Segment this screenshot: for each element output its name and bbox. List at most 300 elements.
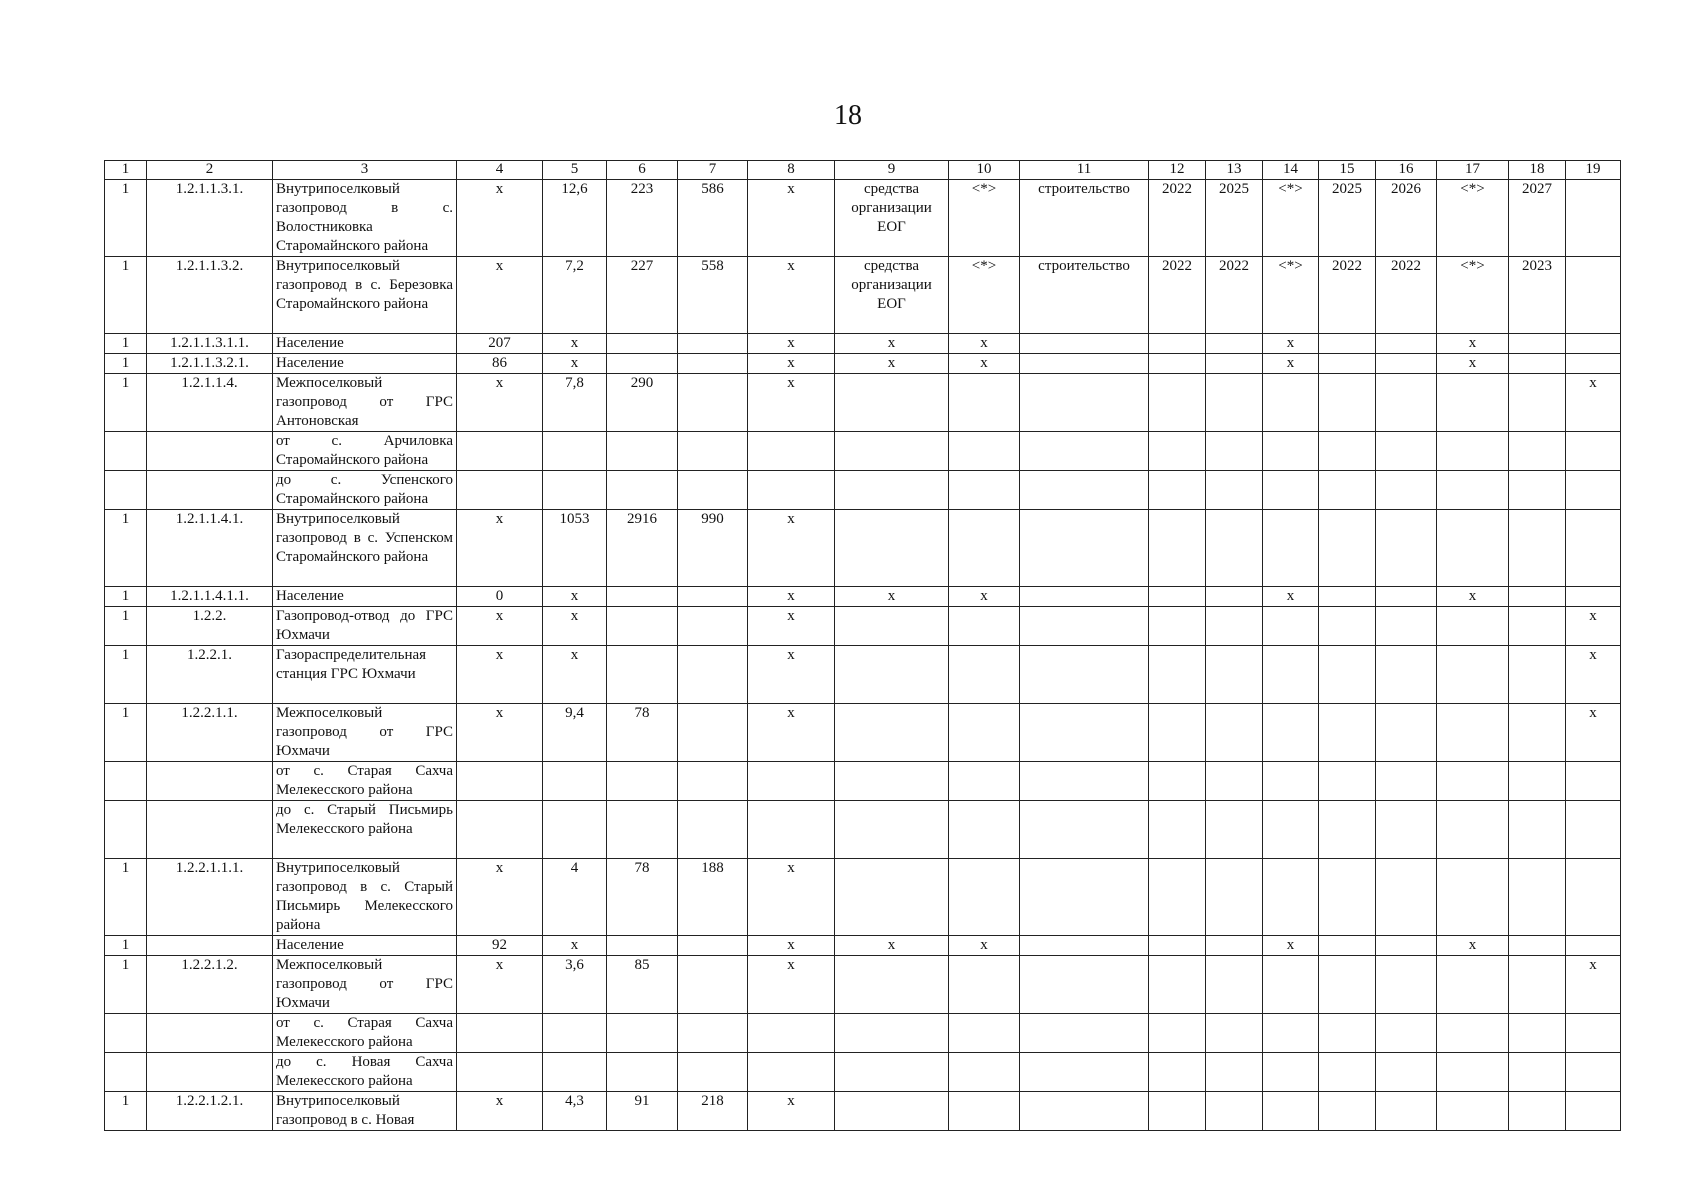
column-header: 18 [1509, 161, 1566, 180]
table-cell [1263, 510, 1319, 587]
table-cell [949, 762, 1020, 801]
table-cell [1263, 704, 1319, 762]
table-cell [949, 471, 1020, 510]
table-cell: х [748, 1092, 835, 1131]
table-cell: 1.2.2. [147, 607, 273, 646]
table-cell [543, 1014, 607, 1053]
table-cell: х [748, 354, 835, 374]
table-cell [1149, 704, 1206, 762]
table-row [105, 1014, 1621, 1053]
table-cell [1319, 936, 1376, 956]
table-cell [1206, 354, 1263, 374]
table-cell [1437, 704, 1509, 762]
table-cell [748, 801, 835, 859]
table-cell [607, 607, 678, 646]
table-cell: х [543, 587, 607, 607]
table-cell [1376, 956, 1437, 1014]
table-cell [1319, 704, 1376, 762]
table-cell [1566, 936, 1621, 956]
table-cell [1206, 471, 1263, 510]
table-cell: 2025 [1319, 180, 1376, 257]
table-cell [1376, 762, 1437, 801]
table-cell [949, 859, 1020, 936]
table-cell [607, 1053, 678, 1092]
table-cell: 1 [105, 936, 147, 956]
table-cell [1149, 1053, 1206, 1092]
table-cell [1319, 510, 1376, 587]
table-cell: 990 [678, 510, 748, 587]
table-cell [1437, 510, 1509, 587]
table-cell: 2023 [1509, 257, 1566, 334]
table-cell [1020, 646, 1149, 704]
table-cell: х [748, 587, 835, 607]
table-cell: строительство [1020, 257, 1149, 334]
table-cell: 1 [105, 354, 147, 374]
table-cell [949, 607, 1020, 646]
column-header: 19 [1566, 161, 1621, 180]
table-cell [1020, 334, 1149, 354]
table-cell [1566, 587, 1621, 607]
table-cell [1509, 432, 1566, 471]
page-number: 18 [834, 100, 862, 131]
table-cell: 223 [607, 180, 678, 257]
table-cell [1020, 1053, 1149, 1092]
table-cell: х [1566, 956, 1621, 1014]
table-cell: х [543, 334, 607, 354]
table-cell: х [748, 646, 835, 704]
table-cell [835, 646, 949, 704]
table-row [105, 1053, 1621, 1092]
table-cell: <*> [949, 257, 1020, 334]
table-cell [949, 374, 1020, 432]
table-cell: 1 [105, 704, 147, 762]
table-cell: х [835, 587, 949, 607]
table-cell [1376, 334, 1437, 354]
table-cell [835, 1053, 949, 1092]
table-cell [1263, 374, 1319, 432]
table-cell [1509, 510, 1566, 587]
table-cell: 1.2.1.1.4.1.1. [147, 587, 273, 607]
table-cell [835, 607, 949, 646]
table-cell: 2022 [1319, 257, 1376, 334]
table-cell: Население [273, 354, 457, 374]
table-cell [457, 762, 543, 801]
table-cell [1263, 1092, 1319, 1131]
table-cell: 1.2.1.1.4.1. [147, 510, 273, 587]
table-cell: 2022 [1206, 257, 1263, 334]
table-cell [1437, 432, 1509, 471]
table-cell [835, 956, 949, 1014]
table-cell [1149, 1014, 1206, 1053]
table-cell [607, 936, 678, 956]
table-cell: х [457, 607, 543, 646]
table-cell: х [457, 510, 543, 587]
table-cell [678, 762, 748, 801]
table-cell [1206, 334, 1263, 354]
table-cell: х [1437, 354, 1509, 374]
table-cell: от с. Старая Сахча Мелекесского района [273, 762, 457, 801]
table-cell [835, 859, 949, 936]
table-cell: х [748, 607, 835, 646]
table-cell [835, 1092, 949, 1131]
table-cell: 3,6 [543, 956, 607, 1014]
table-cell: х [835, 354, 949, 374]
table-cell [1376, 432, 1437, 471]
table-cell [105, 432, 147, 471]
table-cell: х [949, 936, 1020, 956]
table-cell [1509, 956, 1566, 1014]
table-cell [678, 432, 748, 471]
table-cell [748, 1053, 835, 1092]
table-cell: х [1263, 334, 1319, 354]
table-cell [1020, 859, 1149, 936]
table-cell [457, 1053, 543, 1092]
table-cell [1020, 936, 1149, 956]
table-cell [1319, 1092, 1376, 1131]
table-cell [1206, 1053, 1263, 1092]
table-cell [1319, 354, 1376, 374]
table-cell [1509, 646, 1566, 704]
table-cell: х [748, 704, 835, 762]
table-cell [835, 471, 949, 510]
table-cell [1566, 1053, 1621, 1092]
table-cell [1020, 471, 1149, 510]
table-cell [1319, 956, 1376, 1014]
table-cell [1149, 471, 1206, 510]
table-row [105, 859, 1621, 936]
table-cell [1149, 762, 1206, 801]
table-cell: 2027 [1509, 180, 1566, 257]
table-cell [105, 801, 147, 859]
table-cell [678, 334, 748, 354]
table-cell: 1.2.1.1.3.2. [147, 257, 273, 334]
table-cell: 7,8 [543, 374, 607, 432]
table-cell [1206, 607, 1263, 646]
table-cell: 2026 [1376, 180, 1437, 257]
table-cell [105, 1014, 147, 1053]
table-cell: 4 [543, 859, 607, 936]
table-cell: Межпоселковый газопровод от ГРС Юхмачи [273, 956, 457, 1014]
table-cell [678, 354, 748, 374]
table-cell [949, 1053, 1020, 1092]
table-cell [678, 646, 748, 704]
table-cell [678, 801, 748, 859]
table-cell [1149, 956, 1206, 1014]
table-cell [1566, 180, 1621, 257]
table-cell [147, 762, 273, 801]
table-cell: 227 [607, 257, 678, 334]
column-header: 8 [748, 161, 835, 180]
table-cell [1020, 587, 1149, 607]
table-cell [1437, 646, 1509, 704]
table-cell [1263, 432, 1319, 471]
table-cell [607, 334, 678, 354]
table-cell [1566, 801, 1621, 859]
table-cell [1437, 471, 1509, 510]
table-cell [1509, 1092, 1566, 1131]
table-cell [678, 1053, 748, 1092]
table-cell [1376, 936, 1437, 956]
table-cell: х [1437, 587, 1509, 607]
table-cell [543, 801, 607, 859]
table-cell: 91 [607, 1092, 678, 1131]
column-header: 15 [1319, 161, 1376, 180]
table-cell: 1 [105, 257, 147, 334]
table-cell: х [748, 257, 835, 334]
table-cell [1566, 471, 1621, 510]
table-cell: х [457, 257, 543, 334]
data-table [104, 160, 1621, 1131]
table-row [105, 587, 1621, 607]
table-cell [678, 704, 748, 762]
table-cell: 1 [105, 956, 147, 1014]
table-cell [1206, 936, 1263, 956]
table-cell: 1.2.1.1.3.1. [147, 180, 273, 257]
table-cell [1206, 510, 1263, 587]
table-cell: 78 [607, 859, 678, 936]
table-cell [1437, 1092, 1509, 1131]
table-row [105, 510, 1621, 587]
table-cell [678, 956, 748, 1014]
table-row [105, 180, 1621, 257]
table-cell [1509, 704, 1566, 762]
table-cell [1020, 956, 1149, 1014]
table-cell [835, 510, 949, 587]
table-cell [1437, 859, 1509, 936]
table-cell [1319, 859, 1376, 936]
table-cell [543, 432, 607, 471]
table-cell: 558 [678, 257, 748, 334]
table-cell: х [457, 180, 543, 257]
header-row [105, 161, 1621, 180]
table-cell: х [457, 646, 543, 704]
table-cell [105, 471, 147, 510]
column-header: 7 [678, 161, 748, 180]
column-header: 3 [273, 161, 457, 180]
table-cell: 290 [607, 374, 678, 432]
table-cell: х [457, 859, 543, 936]
table-cell [678, 471, 748, 510]
table-row [105, 956, 1621, 1014]
table-cell [1206, 704, 1263, 762]
table-row [105, 471, 1621, 510]
table-row [105, 1092, 1621, 1131]
table-cell [1437, 607, 1509, 646]
table-cell [607, 1014, 678, 1053]
table-cell [457, 1014, 543, 1053]
table-cell [1566, 432, 1621, 471]
table-cell: 1 [105, 646, 147, 704]
column-header: 9 [835, 161, 949, 180]
table-cell [1566, 762, 1621, 801]
table-cell [1020, 1092, 1149, 1131]
table-cell [835, 762, 949, 801]
table-cell: 1.2.2.1.2.1. [147, 1092, 273, 1131]
table-cell [1509, 936, 1566, 956]
table-cell [835, 374, 949, 432]
table-cell: 85 [607, 956, 678, 1014]
table-cell [607, 587, 678, 607]
column-header: 13 [1206, 161, 1263, 180]
table-cell [1319, 1053, 1376, 1092]
table-cell: х [748, 859, 835, 936]
table-cell: средства организации ЕОГ [835, 180, 949, 257]
table-cell [1319, 801, 1376, 859]
table-cell [835, 801, 949, 859]
table-cell [1020, 704, 1149, 762]
column-header: 4 [457, 161, 543, 180]
table-cell: 86 [457, 354, 543, 374]
table-cell [1263, 1014, 1319, 1053]
table-cell [147, 432, 273, 471]
table-cell: Газопровод-отвод до ГРС Юхмачи [273, 607, 457, 646]
table-cell [1376, 354, 1437, 374]
table-cell [1206, 1014, 1263, 1053]
table-cell [1566, 1014, 1621, 1053]
table-cell [1319, 471, 1376, 510]
column-header: 1 [105, 161, 147, 180]
table-cell [1509, 859, 1566, 936]
table-cell [147, 471, 273, 510]
table-cell [1566, 257, 1621, 334]
table-cell [1319, 762, 1376, 801]
table-cell [1263, 762, 1319, 801]
table-cell [949, 1092, 1020, 1131]
table-cell [1206, 956, 1263, 1014]
table-cell [1376, 704, 1437, 762]
table-cell [1509, 607, 1566, 646]
table-cell [1376, 374, 1437, 432]
table-row [105, 334, 1621, 354]
table-cell: 188 [678, 859, 748, 936]
table-cell: х [1566, 607, 1621, 646]
table-cell: х [543, 354, 607, 374]
table-cell: Внутрипоселковый газопровод в с. Новая [273, 1092, 457, 1131]
table-cell [105, 1053, 147, 1092]
table-cell [1376, 607, 1437, 646]
table-cell: до с. Старый Письмирь Мелекесского района [273, 801, 457, 859]
table-cell: х [748, 956, 835, 1014]
table-cell [1437, 801, 1509, 859]
table-cell: Население [273, 334, 457, 354]
column-header: 2 [147, 161, 273, 180]
table-cell [1566, 354, 1621, 374]
table-cell [1263, 859, 1319, 936]
table-cell [1509, 1014, 1566, 1053]
table-cell [1020, 354, 1149, 374]
table-cell: 2022 [1149, 180, 1206, 257]
table-cell [1509, 374, 1566, 432]
table-cell: х [1263, 587, 1319, 607]
table-cell: 1 [105, 180, 147, 257]
table-cell [607, 354, 678, 374]
table-cell [147, 1053, 273, 1092]
table-cell: 207 [457, 334, 543, 354]
table-cell: х [1263, 354, 1319, 374]
table-cell: 1 [105, 859, 147, 936]
table-cell [607, 801, 678, 859]
table-cell [835, 432, 949, 471]
table-cell [147, 801, 273, 859]
table-cell [949, 646, 1020, 704]
table-cell [1376, 801, 1437, 859]
table-cell: х [1437, 936, 1509, 956]
table-cell: х [1566, 374, 1621, 432]
table-cell [1437, 762, 1509, 801]
table-cell [1376, 1053, 1437, 1092]
table-cell [949, 510, 1020, 587]
table-cell: х [543, 936, 607, 956]
table-cell: Внутрипоселковый газопровод в с. Волостниковка Старомайнского района [273, 180, 457, 257]
table-cell [1263, 607, 1319, 646]
table-row [105, 374, 1621, 432]
table-cell: строительство [1020, 180, 1149, 257]
table-cell [457, 432, 543, 471]
table-cell [1263, 471, 1319, 510]
table-cell: до с. Успенского Старомайнского района [273, 471, 457, 510]
table-cell [1206, 587, 1263, 607]
table-cell [748, 471, 835, 510]
table-cell [1149, 607, 1206, 646]
table-cell: х [835, 936, 949, 956]
table-cell: Межпоселковый газопровод от ГРС Юхмачи [273, 704, 457, 762]
table-cell [607, 646, 678, 704]
table-cell [1509, 587, 1566, 607]
table-cell: 586 [678, 180, 748, 257]
table-cell: х [748, 180, 835, 257]
column-header: 6 [607, 161, 678, 180]
table-cell [1566, 334, 1621, 354]
table-cell [678, 607, 748, 646]
column-header: 11 [1020, 161, 1149, 180]
table-cell [543, 762, 607, 801]
column-header: 16 [1376, 161, 1437, 180]
table-cell: Газораспределительная станция ГРС Юхмачи [273, 646, 457, 704]
table-cell [1437, 374, 1509, 432]
table-cell [1149, 374, 1206, 432]
table-cell: <*> [1263, 257, 1319, 334]
table-cell: Внутрипоселковый газопровод в с. Успенском Старомайнского района [273, 510, 457, 587]
table-cell: 12,6 [543, 180, 607, 257]
table-cell [1566, 859, 1621, 936]
table-cell [748, 432, 835, 471]
table-cell [607, 762, 678, 801]
table-cell: 9,4 [543, 704, 607, 762]
table-cell: 1.2.1.1.3.1.1. [147, 334, 273, 354]
table-cell: х [1437, 334, 1509, 354]
table-cell [678, 1014, 748, 1053]
table-cell: 1 [105, 334, 147, 354]
table-cell [543, 471, 607, 510]
table-cell [949, 801, 1020, 859]
table-cell: 0 [457, 587, 543, 607]
table-cell [1206, 374, 1263, 432]
table-cell [748, 1014, 835, 1053]
table-cell: 1 [105, 1092, 147, 1131]
table-cell: от с. Арчиловка Старомайнского района [273, 432, 457, 471]
table-cell [1437, 1014, 1509, 1053]
table-cell: х [457, 704, 543, 762]
table-cell: <*> [949, 180, 1020, 257]
table-cell: 1 [105, 607, 147, 646]
table-cell [1509, 801, 1566, 859]
table-cell [1020, 607, 1149, 646]
table-cell [1509, 762, 1566, 801]
table-cell [1020, 510, 1149, 587]
table-cell [1263, 801, 1319, 859]
table-cell: 1 [105, 587, 147, 607]
table-cell: х [1566, 704, 1621, 762]
